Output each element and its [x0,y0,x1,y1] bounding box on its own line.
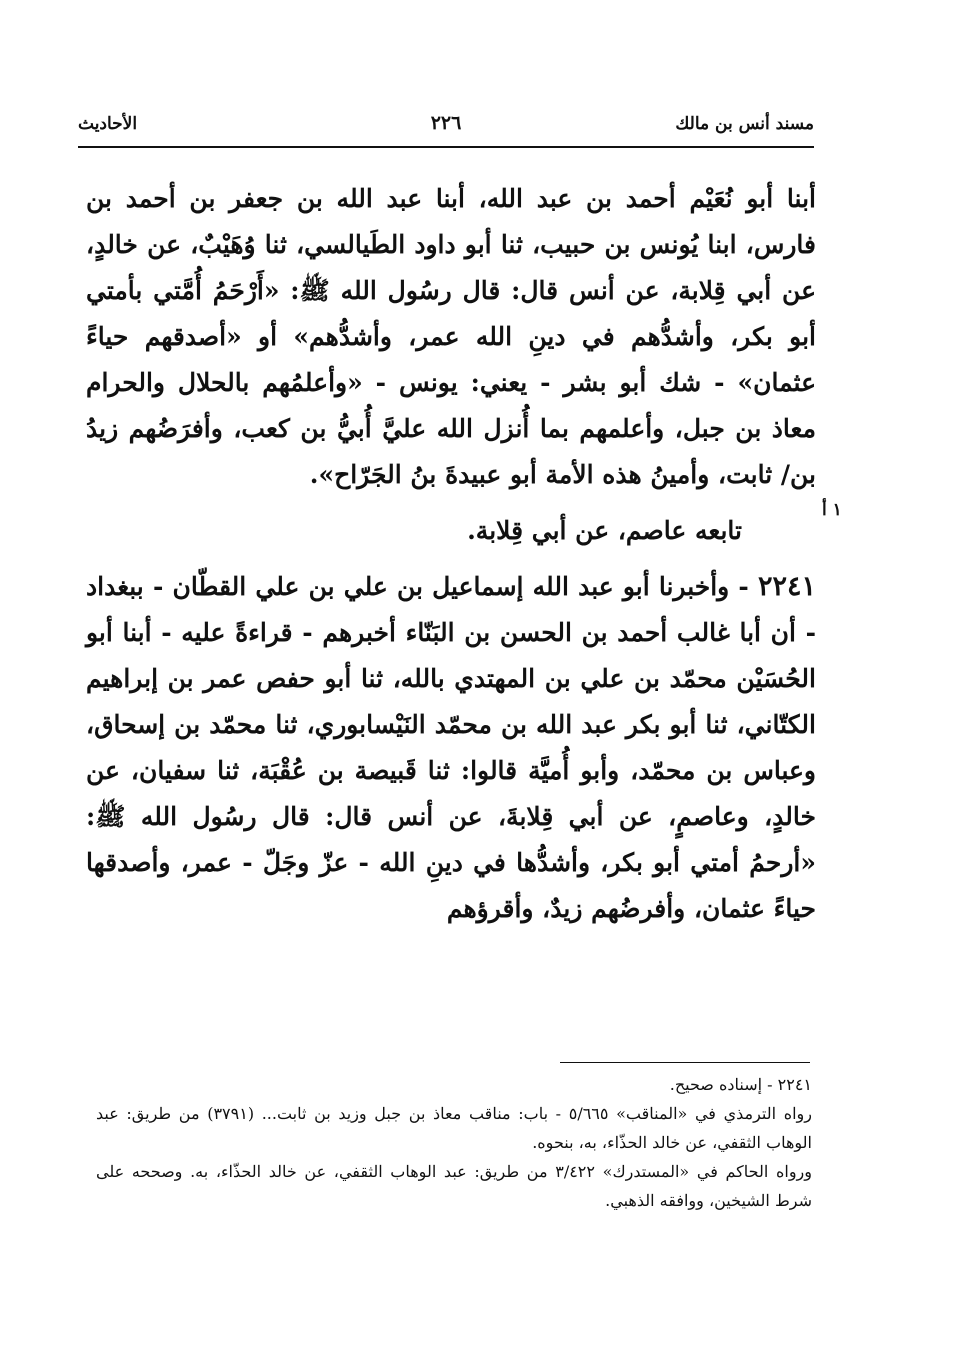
header-divider [78,146,814,148]
footnotes [96,1070,812,1215]
main-text [86,176,816,932]
manuscript-folio-marker: ١ أ [822,500,842,520]
follow-up-note: تابعه عاصم، عن أبي قِلابة. [467,516,742,545]
footnote-grading: ٢٢٤١ - إسناده صحيح. [669,1075,812,1094]
hadith-text: - وأخبرنا أبو عبد الله إسماعيل بن علي بن علي القطّان - ببغداد - أن أبا غالب أحمد بن الحسن بن البَنّاء أخبرهم - قراءةً عليه - أبنا أبو الحُسَيْن محمّد بن علي بن المهتدي بالله، ثنا أبو حفص عمر بن إبراهيم الكتّاني، ثنا أبو بكر عبد الله بن محمّد النَيْسابوري، ثنا محمّد بن إسحاق، وعباس بن محمّد، وأبو أُميَّة قالوا: ثنا قَبيصة بن عُقْبَة، ثنا سفيان، عن خالدٍ، وعاصمٍ، عن أبي قِلابةَ، عن أنس قال: قال رسُول الله ﷺ: «أرحمُ أمتي أبو بكر، وأشدُّها في دينِ الله - عزّ وجَلّ - عمر، وأصدقها حياءً عثمان، وأفرضُهم زيدٌ، وأقرؤهم [86,572,816,923]
running-header [78,108,814,142]
hadith-paragraph [86,564,816,932]
footnote-hakim: ورواه الحاكم في «المستدرك» ٣/٤٢٢ من طريق: عبد الوهاب الثقفي، عن خالد الحذّاء، به. وصححه على شرط الشيخين، ووافقه الذهبي. [96,1162,813,1210]
header-section-title: الأحاديث [78,114,138,134]
header-page-number: ٢٢٦ [430,112,462,134]
hadith-number: ٢٢٤١ [757,571,816,602]
footnote-divider [560,1062,810,1063]
footnote-tirmidhi: رواه الترمذي في «المناقب» ٥/٦٦٥ - باب: مناقب معاذ بن جبل وزيد بن ثابت... (٣٧٩١) من طريق: عبد الوهاب الثقفي، عن خالد الحذّاء، به، بنحوه. [96,1104,812,1152]
header-book-title: مسند أنس بن مالك [675,114,814,134]
hadith-paragraph-continued: أبنا أبو نُعَيْم أحمد بن عبد الله، أبنا عبد الله بن جعفر بن أحمد بن فارس، ابنا يُونس بن حبيب، ثنا أبو داود الطَيالسي، ثنا وُهَيْبٌ، عن خالدٍ، عن أبي قِلابة، عن أنس قال: قال رسُول الله ﷺ: «أَرْحَمُ أُمَّتي بأمتي أبو بكر، وأشدُّهم في دينِ الله عمر، وأشدُّهم» أو «أصدقهم حياءً عثمان» - شك أبو بشر - يعني: يونس - «وأعلمُهم بالحلال والحرام معاذ بن جبل، وأعلمهم بما أُنزل الله عليَّ أُبيُّ بن كعب، وأفرَضُهم زيدُ بن/ ثابت، وأمينُ هذه الأمة أبو عبيدةَ بنُ الجَرّاح». [86,184,816,489]
